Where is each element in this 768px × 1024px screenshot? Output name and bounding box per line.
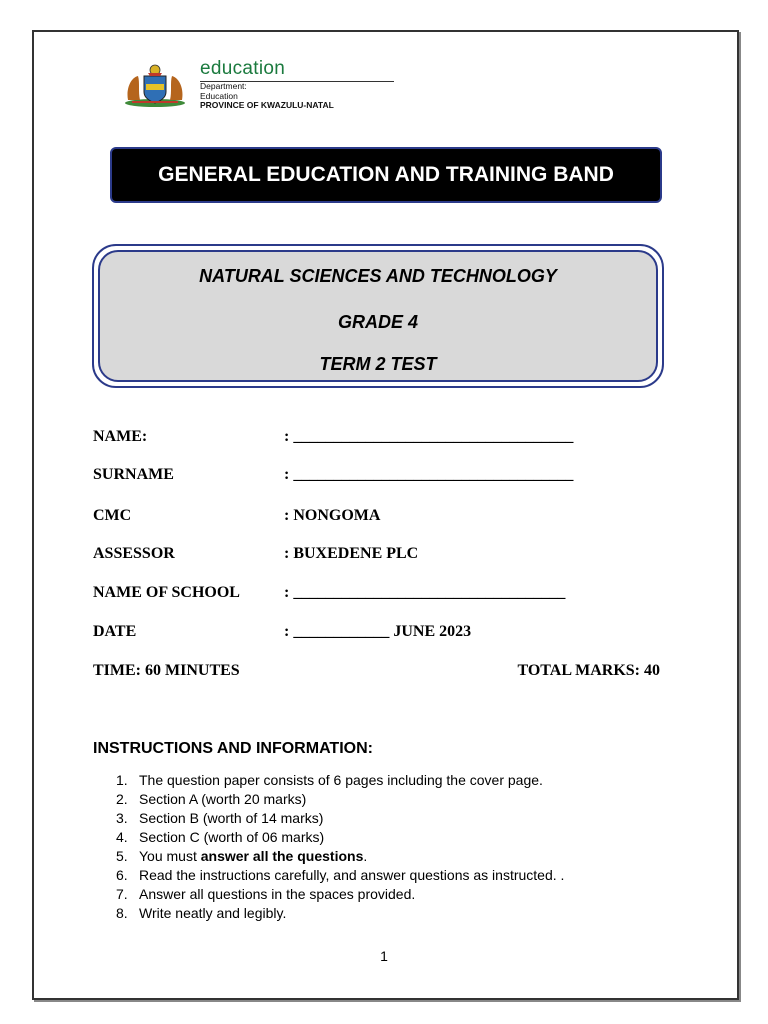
field-label: NAME OF SCHOOL bbox=[93, 584, 240, 601]
list-item: 4. Section C (worth of 06 marks) bbox=[116, 829, 325, 845]
field-value: : ___________________________________ bbox=[284, 466, 574, 483]
list-item: 1. The question paper consists of 6 pages including the cover page. bbox=[116, 772, 543, 788]
total-marks: TOTAL MARKS: 40 bbox=[517, 662, 660, 679]
subject-box-inner bbox=[98, 250, 658, 382]
subject-name: NATURAL SCIENCES AND TECHNOLOGY bbox=[199, 266, 557, 286]
department-logo bbox=[120, 58, 400, 112]
band-title: GENERAL EDUCATION AND TRAINING BAND bbox=[158, 163, 614, 186]
field-label: DATE bbox=[93, 623, 137, 640]
field-label: CMC bbox=[93, 507, 132, 524]
field-value: : __________________________________ bbox=[284, 584, 566, 601]
subject-box bbox=[92, 244, 664, 388]
grade-label: GRADE 4 bbox=[337, 312, 418, 332]
field-value: : ___________________________________ bbox=[284, 428, 574, 445]
list-item: 7. Answer all questions in the spaces provided. bbox=[116, 886, 416, 902]
list-item: 6. Read the instructions carefully, and answer questions as instructed. . bbox=[116, 867, 565, 883]
field-value: : BUXEDENE PLC bbox=[284, 545, 419, 562]
field-label: SURNAME bbox=[93, 466, 174, 483]
instructions-heading: INSTRUCTIONS AND INFORMATION: bbox=[93, 740, 373, 757]
coat-of-arms-icon bbox=[120, 62, 190, 108]
instructions-list bbox=[116, 771, 564, 923]
time-label: TIME: 60 MINUTES bbox=[93, 662, 240, 679]
emphasis-text: answer all the questions bbox=[200, 848, 364, 864]
list-item: 8. Write neatly and legibly. bbox=[116, 905, 287, 921]
field-value: : NONGOMA bbox=[284, 507, 381, 524]
logo-subtitle-1: Department: bbox=[200, 81, 247, 91]
list-item: 5. You must answer all the questions. bbox=[116, 848, 368, 864]
band-title-banner bbox=[110, 147, 662, 203]
field-value: : ____________ JUNE 2023 bbox=[284, 623, 472, 640]
logo-province: PROVINCE OF KWAZULU-NATAL bbox=[200, 100, 334, 110]
test-label: TERM 2 TEST bbox=[319, 354, 437, 374]
logo-subtitle-2: Education bbox=[200, 90, 238, 101]
field-label: NAME: bbox=[93, 428, 148, 445]
page-number: 1 bbox=[380, 948, 388, 964]
list-item: 3. Section B (worth of 14 marks) bbox=[116, 810, 324, 826]
list-item: 2. Section A (worth 20 marks) bbox=[116, 791, 307, 807]
field-label: ASSESSOR bbox=[93, 545, 175, 562]
logo-wordmark: education bbox=[200, 58, 286, 79]
